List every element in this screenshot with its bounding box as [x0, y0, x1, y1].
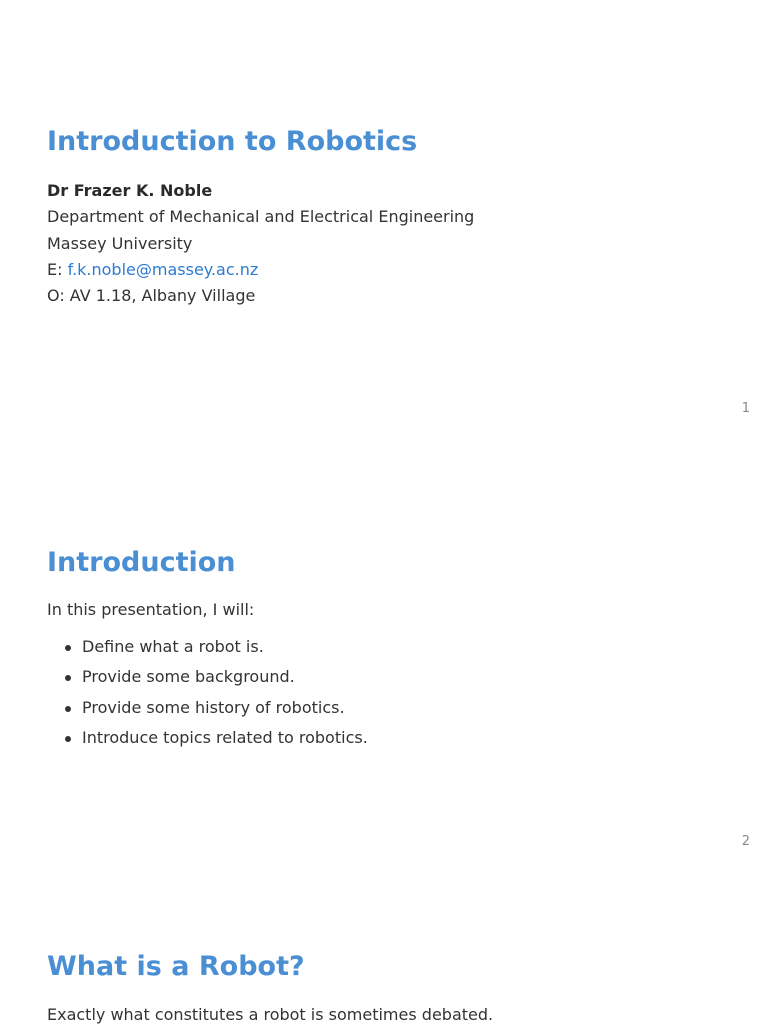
slide-title: Introduction	[47, 547, 236, 578]
bullet-list	[47, 636, 368, 757]
intro-text: In this presentation, I will:	[47, 600, 255, 619]
list-item-text: Define what a robot is.	[82, 637, 264, 656]
slide-3	[0, 866, 768, 1024]
bullet-icon	[65, 706, 71, 712]
department: Department of Mechanical and Electrical Engineering	[47, 207, 475, 227]
list-item	[47, 697, 368, 727]
slide-title: What is a Robot?	[47, 951, 305, 982]
list-item-text: Provide some history of robotics.	[82, 697, 345, 717]
list-item-text: Provide some background.	[82, 667, 295, 687]
email-line	[47, 257, 474, 283]
author-info	[47, 178, 474, 309]
slide-number: 2	[741, 834, 750, 849]
bullet-icon	[65, 736, 71, 742]
slide-number: 1	[741, 401, 750, 416]
office: O: AV 1.18, Albany Village	[47, 286, 256, 306]
slide-1	[0, 0, 768, 433]
slide-2	[0, 433, 768, 866]
university: Massey University	[47, 233, 193, 253]
body-text: Exactly what constitutes a robot is sometimes debated.	[47, 1005, 494, 1024]
list-item	[47, 727, 368, 757]
slide-title: Introduction to Robotics	[47, 126, 418, 157]
email-label: E:	[47, 259, 68, 279]
list-item-text: Introduce topics related to robotics.	[82, 727, 368, 747]
list-item	[47, 636, 368, 666]
list-item	[47, 666, 368, 696]
bullet-icon	[65, 645, 71, 651]
bullet-icon	[65, 675, 71, 681]
author-name: Dr Frazer K. Noble	[47, 181, 213, 200]
email-link[interactable]: f.k.noble@massey.ac.nz	[67, 259, 259, 279]
